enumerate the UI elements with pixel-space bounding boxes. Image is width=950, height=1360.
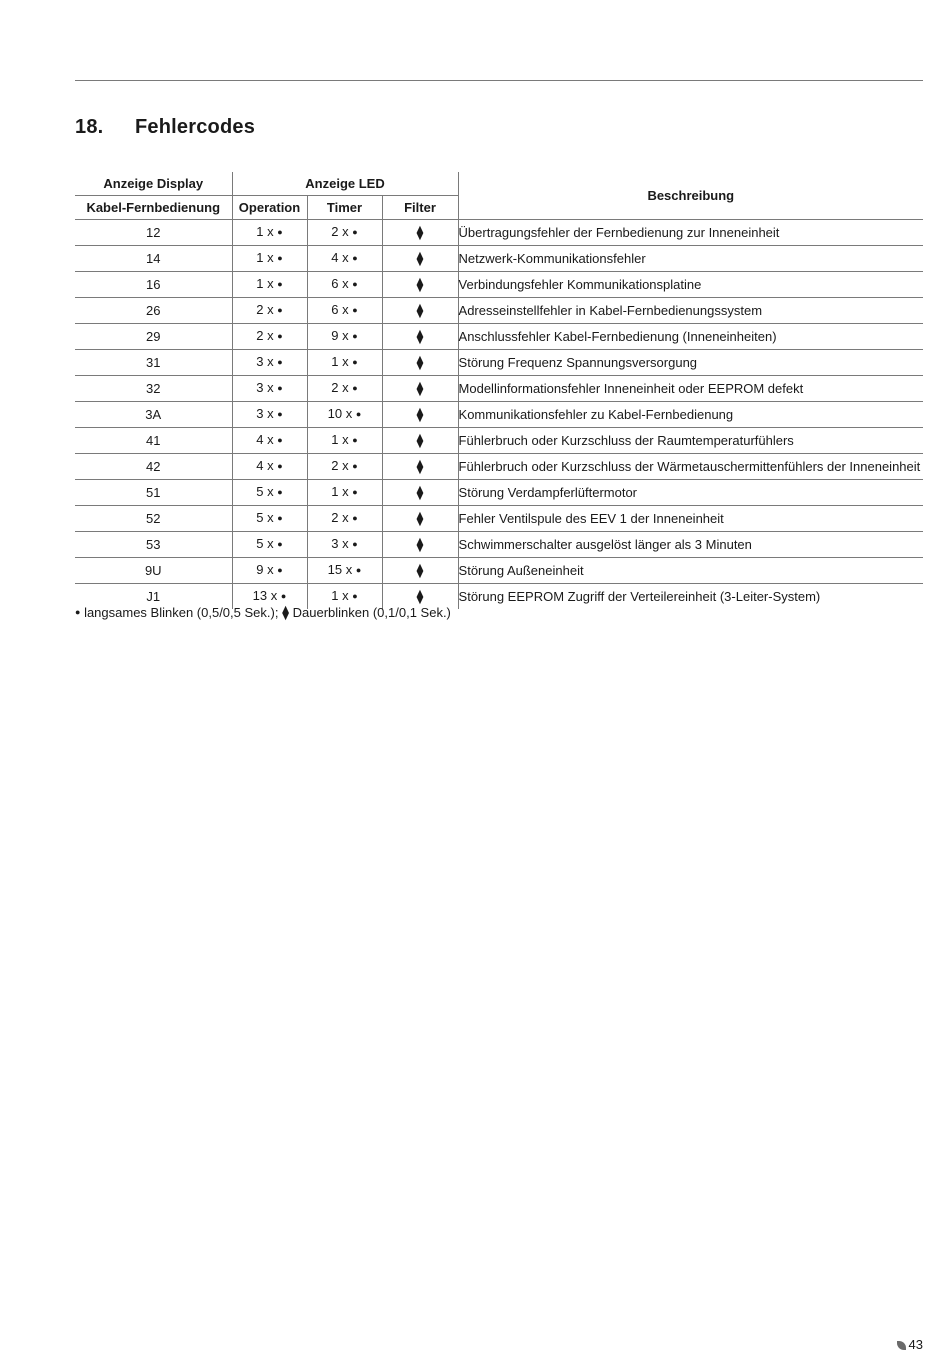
slow-blink-dot-icon: ●	[277, 409, 283, 419]
timer-count: 4 x	[331, 250, 349, 265]
slow-blink-dot-icon: ●	[277, 383, 283, 393]
slow-blink-dot-icon: ●	[355, 565, 362, 575]
cell-operation	[232, 532, 307, 558]
header-operation: Operation	[232, 196, 307, 220]
cell-code: 29	[75, 324, 232, 350]
continuous-blink-diamond-icon: ⧫	[282, 604, 289, 621]
cell-description: Anschlussfehler Kabel-Fernbedienung (Inneneinheiten)	[458, 324, 923, 350]
table-row	[75, 220, 923, 246]
leaf-logo-icon	[897, 1341, 906, 1350]
slow-blink-dot-icon: ●	[277, 565, 283, 575]
header-filter: Filter	[382, 196, 458, 220]
cell-filter	[382, 532, 458, 558]
cell-code: 41	[75, 428, 232, 454]
cell-operation	[232, 324, 307, 350]
cell-filter	[382, 298, 458, 324]
slow-blink-dot-icon: ●	[352, 357, 358, 367]
cell-timer	[307, 298, 382, 324]
cell-description: Störung EEPROM Zugriff der Verteilereinheit (3-Leiter-System)	[458, 584, 923, 610]
cell-description: Fühlerbruch oder Kurzschluss der Wärmetauschermittenfühlers der Inneneinheit	[458, 454, 923, 480]
continuous-blink-diamond-icon: ⧫	[416, 380, 424, 396]
cell-code: 52	[75, 506, 232, 532]
cell-operation	[232, 298, 307, 324]
top-divider	[75, 80, 923, 81]
operation-count: 3 x	[256, 354, 274, 369]
cell-code: 32	[75, 376, 232, 402]
page-footer	[897, 1337, 923, 1352]
timer-count: 10 x	[327, 406, 353, 421]
cell-code: 26	[75, 298, 232, 324]
cell-filter	[382, 272, 458, 298]
operation-count: 1 x	[256, 224, 274, 239]
operation-count: 9 x	[256, 562, 274, 577]
continuous-blink-diamond-icon: ⧫	[416, 406, 424, 422]
legend-slow-blink: langsames Blinken (0,5/0,5 Sek.);	[84, 605, 279, 621]
slow-blink-dot-icon: ●	[277, 305, 283, 315]
table-row	[75, 246, 923, 272]
cell-description: Modellinformationsfehler Inneneinheit oder EEPROM defekt	[458, 376, 923, 402]
cell-timer	[307, 246, 382, 272]
continuous-blink-diamond-icon: ⧫	[416, 562, 424, 578]
table-row	[75, 272, 923, 298]
continuous-blink-diamond-icon: ⧫	[416, 354, 424, 370]
slow-blink-dot-icon: ●	[352, 513, 358, 523]
cell-operation	[232, 558, 307, 584]
timer-count: 2 x	[331, 458, 349, 473]
timer-count: 1 x	[331, 432, 349, 447]
cell-timer	[307, 454, 382, 480]
cell-filter	[382, 480, 458, 506]
slow-blink-dot-icon: ●	[75, 606, 81, 617]
operation-count: 3 x	[256, 406, 274, 421]
slow-blink-dot-icon: ●	[352, 305, 358, 315]
operation-count: 4 x	[256, 432, 274, 447]
cell-description: Adresseinstellfehler in Kabel-Fernbedienungssystem	[458, 298, 923, 324]
cell-filter	[382, 324, 458, 350]
cell-code: J1	[146, 589, 161, 604]
header-cable-remote: Kabel-Fernbedienung	[75, 196, 232, 220]
continuous-blink-diamond-icon: ⧫	[416, 588, 424, 604]
continuous-blink-diamond-icon: ⧫	[416, 302, 424, 318]
cell-timer	[307, 480, 382, 506]
cell-code: 53	[75, 532, 232, 558]
operation-count: 5 x	[256, 536, 274, 551]
cell-timer	[307, 376, 382, 402]
continuous-blink-diamond-icon: ⧫	[416, 458, 424, 474]
timer-count: 6 x	[331, 276, 349, 291]
cell-filter	[382, 220, 458, 246]
cell-operation	[232, 454, 307, 480]
timer-count: 1 x	[331, 354, 349, 369]
timer-count: 2 x	[331, 510, 349, 525]
timer-count: 2 x	[331, 380, 349, 395]
cell-filter	[382, 246, 458, 272]
cell-description: Kommunikationsfehler zu Kabel-Fernbedienung	[458, 402, 923, 428]
table-row	[75, 324, 923, 350]
cell-operation	[232, 480, 307, 506]
cell-operation	[232, 220, 307, 246]
cell-description: Störung Außeneinheit	[458, 558, 923, 584]
cell-description: Störung Frequenz Spannungsversorgung	[458, 350, 923, 376]
cell-description: Störung Verdampferlüftermotor	[458, 480, 923, 506]
slow-blink-dot-icon: ●	[280, 591, 287, 601]
cell-operation	[232, 272, 307, 298]
timer-count: 1 x	[331, 588, 349, 603]
continuous-blink-diamond-icon: ⧫	[416, 328, 424, 344]
cell-timer	[307, 428, 382, 454]
cell-timer	[307, 402, 382, 428]
operation-count: 5 x	[256, 484, 274, 499]
slow-blink-dot-icon: ●	[277, 331, 283, 341]
cell-filter	[382, 402, 458, 428]
error-code-table	[75, 172, 923, 609]
continuous-blink-diamond-icon: ⧫	[416, 250, 424, 266]
operation-count: 4 x	[256, 458, 274, 473]
table-row	[75, 454, 923, 480]
section-heading	[75, 116, 255, 139]
operation-count: 5 x	[256, 510, 274, 525]
cell-operation	[232, 376, 307, 402]
slow-blink-dot-icon: ●	[277, 461, 283, 471]
cell-operation	[232, 246, 307, 272]
table-row	[75, 376, 923, 402]
legend	[75, 604, 451, 621]
cell-timer	[307, 558, 382, 584]
cell-code: 9U	[75, 558, 232, 584]
cell-code: 51	[75, 480, 232, 506]
timer-count: 2 x	[331, 224, 349, 239]
cell-description: Verbindungsfehler Kommunikationsplatine	[458, 272, 923, 298]
timer-count: 15 x	[327, 562, 353, 577]
operation-count: 2 x	[256, 302, 274, 317]
slow-blink-dot-icon: ●	[352, 331, 358, 341]
slow-blink-dot-icon: ●	[277, 539, 283, 549]
table-row	[75, 558, 923, 584]
continuous-blink-diamond-icon: ⧫	[416, 432, 424, 448]
section-title: Fehlercodes	[135, 116, 256, 138]
slow-blink-dot-icon: ●	[277, 227, 283, 237]
header-timer: Timer	[307, 196, 382, 220]
slow-blink-dot-icon: ●	[277, 357, 283, 367]
cell-code: 42	[75, 454, 232, 480]
continuous-blink-diamond-icon: ⧫	[416, 276, 424, 292]
cell-timer	[307, 324, 382, 350]
cell-filter	[382, 558, 458, 584]
slow-blink-dot-icon: ●	[352, 253, 358, 263]
table-row	[75, 350, 923, 376]
cell-description: Fühlerbruch oder Kurzschluss der Raumtemperaturfühlers	[458, 428, 923, 454]
slow-blink-dot-icon: ●	[352, 487, 358, 497]
timer-count: 9 x	[331, 328, 349, 343]
header-description: Beschreibung	[458, 172, 923, 220]
slow-blink-dot-icon: ●	[352, 383, 358, 393]
cell-code: 3A	[75, 402, 232, 428]
cell-description: Fehler Ventilspule des EEV 1 der Inneneinheit	[458, 506, 923, 532]
cell-code: 16	[75, 272, 232, 298]
table-row	[75, 532, 923, 558]
legend-continuous-blink: Dauerblinken (0,1/0,1 Sek.)	[292, 605, 451, 621]
cell-timer	[307, 506, 382, 532]
cell-code: 14	[75, 246, 232, 272]
header-led-group: Anzeige LED	[232, 172, 458, 196]
header-display-group: Anzeige Display	[75, 172, 232, 196]
slow-blink-dot-icon: ●	[352, 591, 358, 601]
operation-count: 1 x	[256, 250, 274, 265]
cell-timer	[307, 350, 382, 376]
operation-count: 2 x	[256, 328, 274, 343]
continuous-blink-diamond-icon: ⧫	[416, 484, 424, 500]
operation-count: 1 x	[256, 276, 274, 291]
table-row	[75, 480, 923, 506]
slow-blink-dot-icon: ●	[277, 487, 283, 497]
cell-code: 31	[75, 350, 232, 376]
cell-timer	[307, 272, 382, 298]
slow-blink-dot-icon: ●	[355, 409, 362, 419]
cell-filter	[382, 428, 458, 454]
slow-blink-dot-icon: ●	[352, 227, 358, 237]
cell-description: Übertragungsfehler der Fernbedienung zur Inneneinheit	[458, 220, 923, 246]
table-row	[75, 428, 923, 454]
slow-blink-dot-icon: ●	[352, 279, 358, 289]
table-row	[75, 402, 923, 428]
cell-code: 12	[75, 220, 232, 246]
cell-timer	[307, 532, 382, 558]
timer-count: 3 x	[331, 536, 349, 551]
slow-blink-dot-icon: ●	[352, 539, 358, 549]
slow-blink-dot-icon: ●	[352, 435, 358, 445]
table-row	[75, 298, 923, 324]
operation-count: 13 x	[252, 588, 278, 603]
cell-operation	[232, 350, 307, 376]
cell-operation	[232, 428, 307, 454]
cell-description: Schwimmerschalter ausgelöst länger als 3 Minuten	[458, 532, 923, 558]
slow-blink-dot-icon: ●	[277, 253, 283, 263]
cell-filter	[382, 506, 458, 532]
slow-blink-dot-icon: ●	[277, 279, 283, 289]
slow-blink-dot-icon: ●	[352, 461, 358, 471]
continuous-blink-diamond-icon: ⧫	[416, 536, 424, 552]
cell-filter	[382, 376, 458, 402]
cell-timer	[307, 220, 382, 246]
slow-blink-dot-icon: ●	[277, 513, 283, 523]
continuous-blink-diamond-icon: ⧫	[416, 510, 424, 526]
section-number: 18.	[75, 116, 104, 138]
timer-count: 6 x	[331, 302, 349, 317]
table-row	[75, 506, 923, 532]
cell-operation	[232, 402, 307, 428]
page-number: 43	[908, 1337, 923, 1352]
cell-operation	[232, 506, 307, 532]
continuous-blink-diamond-icon: ⧫	[416, 224, 424, 240]
operation-count: 3 x	[256, 380, 274, 395]
cell-filter	[382, 350, 458, 376]
slow-blink-dot-icon: ●	[277, 435, 283, 445]
cell-filter	[382, 454, 458, 480]
cell-description: Netzwerk-Kommunikationsfehler	[458, 246, 923, 272]
timer-count: 1 x	[331, 484, 349, 499]
